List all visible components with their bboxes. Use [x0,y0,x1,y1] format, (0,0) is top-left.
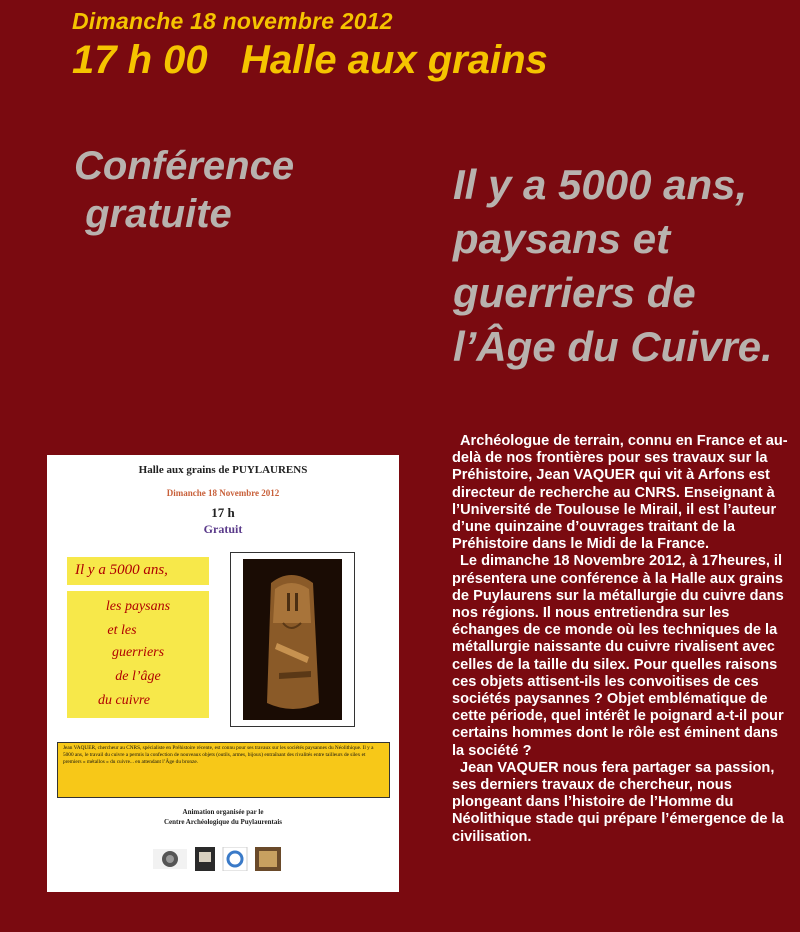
conference-title: Il y a 5000 ans, paysans et guerriers de l’Âge du Cuivre. [453,161,773,370]
description-paragraph: Jean VAQUER nous fera partager sa passion, ses derniers travaux de chercheur, nous plongeant dans l’histoire de l’Homme du Néolithique stade qui prépare l’émergence de la civilisation. [452,759,784,845]
event-date: Dimanche 18 novembre 2012 [72,8,393,34]
poster-yellow-line: guerriers [111,645,165,660]
poster-organizer [47,807,399,827]
poster-hour: 17 h [211,505,235,520]
sponsor-logo-1 [153,849,187,869]
poster-yellow-title [67,557,209,585]
conference-line-2: gratuite [74,192,232,236]
poster-yellow-title-text: Il y a 5000 ans, [75,562,168,578]
poster-yellow-line: de l’âge [115,669,161,684]
poster-yellow-line: les paysans [105,599,171,614]
description-paragraph: Le dimanche 18 Novembre 2012, à 17heures, il présentera une conférence à la Halle aux grains de Puylaurens sur la métallurgie du cuivre dans nos régions. Il nous entretiendra sur les échanges de ce monde où les techniques de la métallurgie naissante du cuivre rivalisent avec celles de la taille du silex. Pour quelles raisons ces objets attisent-ils les convoitises de ces sociétés paysannes ? Objet emblématique de cette période, quel intérêt le poignard a-t-il pour certains hommes dont le rôle est éminent dans la société ? [452,553,784,759]
sponsor-logo-2 [195,847,215,871]
conference-label [74,142,294,238]
poster-yellow-box [67,591,209,718]
description-text [452,433,792,846]
poster-heading: Halle aux grains de PUYLAURENS [138,464,308,476]
description-paragraph: Archéologue de terrain, connu en France et au-delà de nos frontières pour ses travaux sur la Préhistoire, Jean VAQUER qui vit à Arfons est directeur de recherche au CNRS. Enseignant à l’Université de Toulouse le Mirail, il est l’auteur d’une quinzaine d’ouvrages traitant de la Préhistoire dans le Midi de la France. [452,433,788,553]
poster-free: Gratuit [203,522,243,536]
conference-line-1: Conférence [74,144,295,188]
poster-yellow-line: et les [107,623,137,638]
poster-yellow-line: du cuivre [98,693,150,708]
event-time-place: 17 h 00 Halle aux grains [72,38,548,82]
poster-date: Dimanche 18 Novembre 2012 [166,488,280,498]
poster-info-text: Jean VAQUER, chercheur au CNRS, spécialiste en Préhistoire récente, est connu pour ses travaux sur les sociétés paysannes du Néolithique. Il y a 5000 ans, le travail du cuivre a permis la confection de nouveaux objets (outils, armes, bijoux) entraînant des rivalités entre tailleurs de silex et premiers « métallos » du cuivre... en attendant l’Âge du bronze. [63,745,374,765]
poster-organizer-line-2: Centre Archéologique du Puylaurentais [163,818,283,826]
sponsor-logo-3 [223,847,247,871]
sponsor-logos [153,847,293,871]
statue-menhir-image [231,553,354,726]
poster-info-box [57,742,390,798]
statue-menhir-photo [230,552,355,727]
sponsor-logo-4 [255,847,281,871]
poster-organizer-line-1: Animation organisée par le [182,808,264,816]
event-poster [47,455,399,892]
